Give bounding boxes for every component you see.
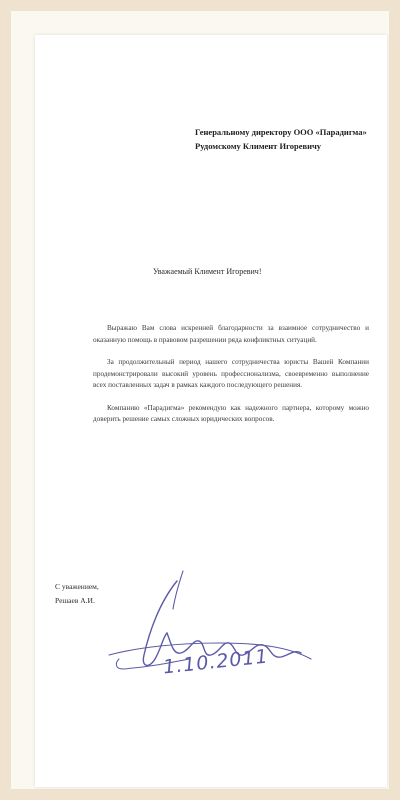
letter-body — [93, 323, 369, 437]
closing-phrase: С уважением, — [55, 582, 99, 591]
body-paragraph-2: За продолжительный период нашего сотрудничества юристы Вашей Компании продемонстрировали высокий уровень профессионализма, своевременно выполнение всех поставленных задач в рамках каждого последующего решения. — [93, 358, 369, 389]
body-paragraph-1: Выражаю Вам слова искренней благодарности за взаимное сотрудничество и оказанную помощь в правовом разрешении ряда конфликтных ситуаций. — [93, 324, 369, 344]
letter-sheet — [35, 35, 387, 787]
addressee-block — [195, 125, 383, 153]
handwritten-signature — [89, 563, 319, 713]
sender-name: Решаев А.И. — [55, 596, 95, 605]
signature-date: 1.10.2011 — [162, 645, 270, 679]
addressee-line1: Генеральному директору ООО «Парадигма» — [195, 127, 367, 137]
signature-drawing — [89, 563, 319, 713]
greeting: Уважаемый Климент Игоревич! — [153, 267, 262, 276]
addressee-line2: Рудомскому Климент Игоревичу — [195, 141, 322, 151]
body-paragraph-3: Компанию «Парадигма» рекомендую как надежного партнера, которому можно доверить решение самых сложных юридических вопросов. — [93, 403, 369, 423]
